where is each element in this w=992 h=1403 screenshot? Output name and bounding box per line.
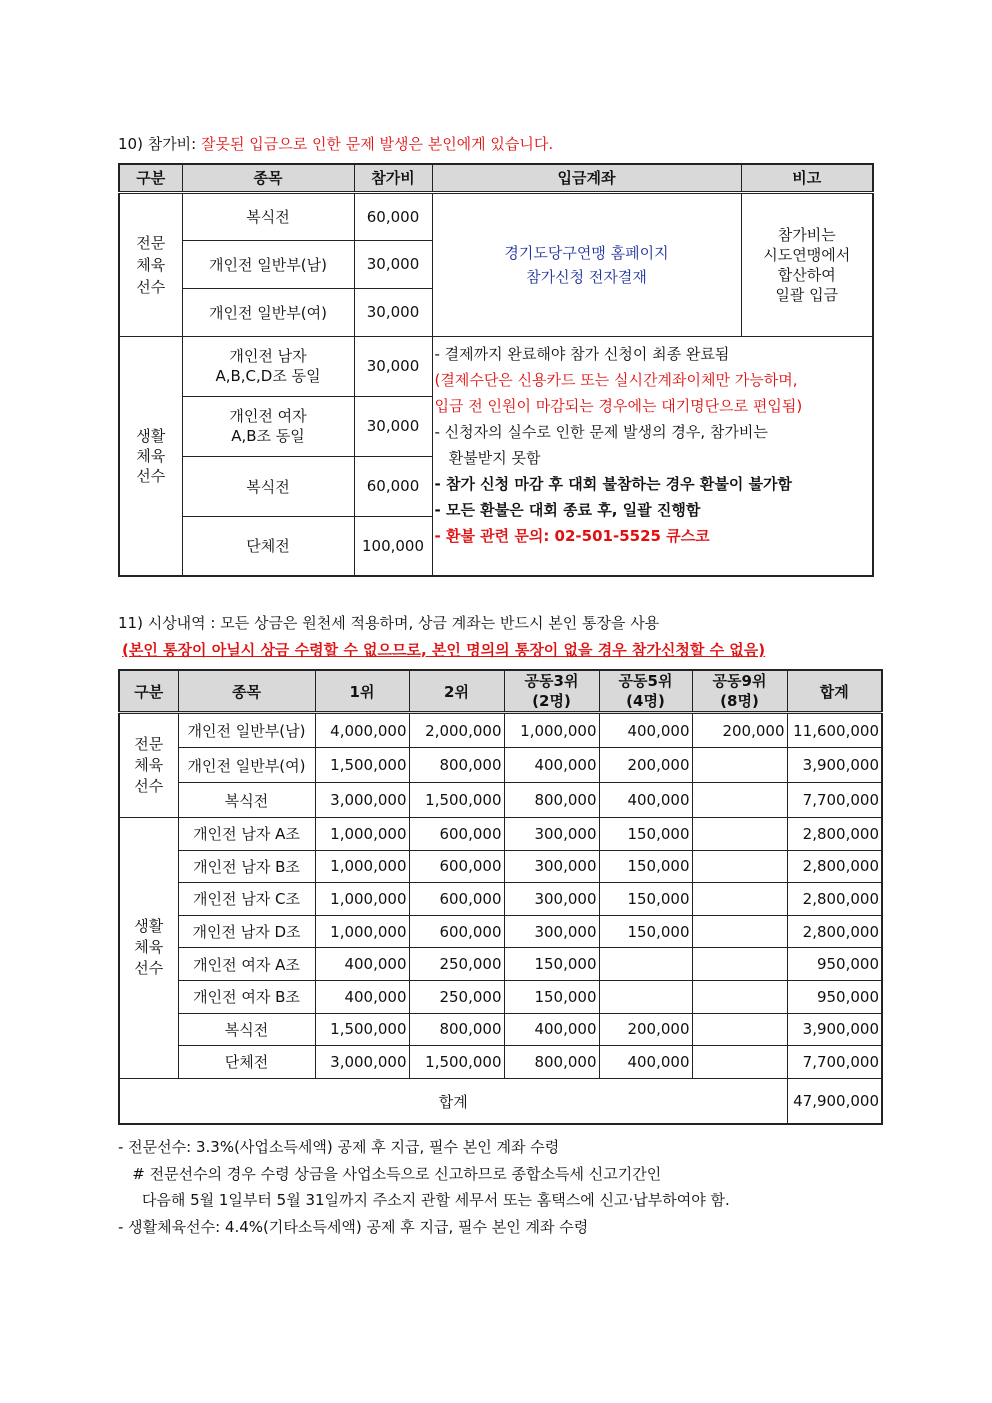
prize-event-cell: 개인전 여자 A조 (178, 948, 315, 981)
prize-group-cell: 전문 체육 선수 (119, 713, 178, 818)
note-line: - 결제까지 완료해야 참가 신청이 최종 완료됨 (434, 344, 730, 363)
prize-sum-cell: 2,800,000 (787, 850, 882, 883)
prize-amount-cell: 1,500,000 (315, 1013, 409, 1046)
prize-header-cell: 종목 (178, 670, 315, 713)
prize-group-cell: 생활 체육 선수 (119, 818, 178, 1079)
fee-pro-group: 전문 체육 선수 (119, 192, 182, 336)
prize-amount-cell: 3,000,000 (315, 783, 409, 818)
prize-amount-cell: 1,500,000 (409, 1046, 504, 1079)
prize-amount-cell: 1,000,000 (504, 713, 599, 748)
prize-amount-cell: 600,000 (409, 915, 504, 948)
prize-event-cell: 단체전 (178, 1046, 315, 1079)
fee-event-cell: 개인전 남자 A,B,C,D조 동일 (182, 336, 354, 396)
prize-sum-cell: 3,900,000 (787, 748, 882, 783)
prize-amount-cell: 150,000 (599, 883, 692, 916)
fee-event-cell: 개인전 여자 A,B조 동일 (182, 396, 354, 456)
prize-amount-cell: 800,000 (409, 1013, 504, 1046)
prize-amount-cell: 600,000 (409, 818, 504, 851)
prize-amount-cell: 150,000 (599, 915, 692, 948)
prize-sum-cell: 2,800,000 (787, 818, 882, 851)
prize-amount-cell: 200,000 (599, 748, 692, 783)
prize-event-cell: 개인전 일반부(남) (178, 713, 315, 748)
prize-amount-cell: 400,000 (504, 1013, 599, 1046)
prize-header-cell: 1위 (315, 670, 409, 713)
prize-amount-cell: 200,000 (599, 1013, 692, 1046)
fee-remark: 참가비는 시도연맹에서 합산하여 일괄 입금 (741, 192, 873, 336)
prize-amount-cell: 300,000 (504, 818, 599, 851)
fee-amount-cell: 30,000 (354, 396, 432, 456)
fee-amount-cell: 60,000 (354, 192, 432, 240)
fee-header-account: 입금계좌 (432, 164, 741, 192)
prize-total-label: 합계 (119, 1078, 787, 1124)
prize-amount-cell: 1,000,000 (315, 883, 409, 916)
fee-table (118, 163, 874, 577)
fee-heading-label: 10) 참가비: (118, 135, 201, 153)
fee-amount-cell: 100,000 (354, 516, 432, 576)
note-line: - 신청자의 실수로 인한 문제 발생의 경우, 참가비는 (434, 422, 768, 441)
prize-event-cell: 복식전 (178, 1013, 315, 1046)
prize-amount-cell: 1,000,000 (315, 818, 409, 851)
prize-header-cell: 합계 (787, 670, 882, 713)
prize-warning: (본인 통장이 아닐시 상금 수령할 수 없으므로, 본인 명의의 통장이 없을 경우 참가신청할 수 없음) (122, 641, 766, 659)
prize-amount-cell: 300,000 (504, 915, 599, 948)
fee-heading (118, 133, 553, 154)
fee-amount-cell: 60,000 (354, 456, 432, 516)
prize-amount-cell: 600,000 (409, 850, 504, 883)
prize-heading: 11) 시상내역 : 모든 상금은 원천세 적용하며, 상금 계좌는 반드시 본인 통장을 사용 (118, 614, 660, 632)
prize-amount-cell: 800,000 (504, 1046, 599, 1079)
prize-amount-cell: 300,000 (504, 883, 599, 916)
fee-event-cell: 복식전 (182, 456, 354, 516)
fee-event-cell: 개인전 일반부(남) (182, 240, 354, 288)
footnotes (118, 1134, 730, 1240)
prize-header-cell: 공동5위 (4명) (599, 670, 692, 713)
prize-sum-cell: 3,900,000 (787, 1013, 882, 1046)
fee-event-cell: 단체전 (182, 516, 354, 576)
prize-amount-cell: 150,000 (504, 980, 599, 1013)
note-line: - 모든 환불은 대회 종료 후, 일괄 진행함 (434, 500, 701, 519)
fee-amount-cell: 30,000 (354, 240, 432, 288)
prize-amount-cell: 1,000,000 (315, 850, 409, 883)
fee-amount-cell: 30,000 (354, 288, 432, 336)
prize-row (119, 883, 882, 916)
prize-amount-cell: 400,000 (504, 748, 599, 783)
footnote-line: - 전문선수: 3.3%(사업소득세액) 공제 후 지급, 필수 본인 계좌 수령 (118, 1138, 560, 1156)
prize-event-cell: 복식전 (178, 783, 315, 818)
fee-header-remark: 비고 (741, 164, 873, 192)
prize-amount-cell: 800,000 (504, 783, 599, 818)
prize-amount-cell (692, 783, 787, 818)
prize-amount-cell: 400,000 (315, 948, 409, 981)
prize-amount-cell (692, 1046, 787, 1079)
prize-header-cell: 공동9위 (8명) (692, 670, 787, 713)
prize-amount-cell: 2,000,000 (409, 713, 504, 748)
prize-amount-cell: 1,000,000 (315, 915, 409, 948)
prize-amount-cell (692, 1013, 787, 1046)
prize-amount-cell: 250,000 (409, 948, 504, 981)
prize-amount-cell: 400,000 (599, 713, 692, 748)
prize-amount-cell: 200,000 (692, 713, 787, 748)
prize-sum-cell: 2,800,000 (787, 915, 882, 948)
prize-amount-cell: 300,000 (504, 850, 599, 883)
prize-amount-cell: 800,000 (409, 748, 504, 783)
prize-table (118, 669, 883, 1125)
prize-row (119, 1046, 882, 1079)
prize-event-cell: 개인전 남자 B조 (178, 850, 315, 883)
prize-total-value: 47,900,000 (787, 1078, 882, 1124)
prize-amount-cell: 250,000 (409, 980, 504, 1013)
fee-event-cell: 개인전 일반부(여) (182, 288, 354, 336)
footnote-line: 다음해 5월 1일부터 5월 31일까지 주소지 관할 세무서 또는 홈택스에 신고·납부하여야 함. (118, 1191, 730, 1209)
fee-notes (432, 336, 873, 576)
prize-amount-cell (692, 883, 787, 916)
prize-sum-cell: 950,000 (787, 948, 882, 981)
note-line: 환불받지 못함 (434, 448, 541, 467)
fee-header-group: 구분 (119, 164, 182, 192)
prize-sum-cell: 2,800,000 (787, 883, 882, 916)
prize-amount-cell: 600,000 (409, 883, 504, 916)
prize-amount-cell (599, 980, 692, 1013)
prize-amount-cell: 400,000 (315, 980, 409, 1013)
prize-row (119, 783, 882, 818)
prize-amount-cell: 1,500,000 (315, 748, 409, 783)
note-line: (결제수단은 신용카드 또는 실시간계좌이체만 가능하며, (434, 370, 798, 389)
note-line: 입금 전 인원이 마감되는 경우에는 대기명단으로 편입됨) (434, 396, 803, 415)
note-line: - 참가 신청 마감 후 대회 불참하는 경우 환불이 불가함 (434, 474, 793, 493)
prize-row (119, 818, 882, 851)
fee-event-cell: 복식전 (182, 192, 354, 240)
prize-row (119, 948, 882, 981)
prize-amount-cell: 4,000,000 (315, 713, 409, 748)
prize-amount-cell: 400,000 (599, 783, 692, 818)
prize-header-cell: 구분 (119, 670, 178, 713)
prize-amount-cell (692, 980, 787, 1013)
prize-amount-cell (692, 850, 787, 883)
prize-event-cell: 개인전 남자 A조 (178, 818, 315, 851)
prize-amount-cell: 150,000 (599, 850, 692, 883)
prize-amount-cell: 1,500,000 (409, 783, 504, 818)
fee-header-event: 종목 (182, 164, 354, 192)
prize-sum-cell: 950,000 (787, 980, 882, 1013)
prize-row (119, 748, 882, 783)
prize-amount-cell (692, 818, 787, 851)
fee-life-group: 생활 체육 선수 (119, 336, 182, 576)
fee-account-info: 경기도당구연맹 홈페이지 참가신청 전자결재 (432, 192, 741, 336)
prize-row (119, 980, 882, 1013)
prize-row (119, 915, 882, 948)
prize-amount-cell: 3,000,000 (315, 1046, 409, 1079)
prize-row (119, 850, 882, 883)
prize-amount-cell (692, 948, 787, 981)
prize-amount-cell: 150,000 (599, 818, 692, 851)
prize-amount-cell: 150,000 (504, 948, 599, 981)
prize-event-cell: 개인전 남자 C조 (178, 883, 315, 916)
prize-sum-cell: 7,700,000 (787, 783, 882, 818)
prize-header-cell: 2위 (409, 670, 504, 713)
prize-event-cell: 개인전 여자 B조 (178, 980, 315, 1013)
prize-amount-cell (599, 948, 692, 981)
prize-row (119, 1013, 882, 1046)
prize-event-cell: 개인전 남자 D조 (178, 915, 315, 948)
footnote-line: - 생활체육선수: 4.4%(기타소득세액) 공제 후 지급, 필수 본인 계좌 수령 (118, 1217, 589, 1236)
prize-amount-cell (692, 748, 787, 783)
note-line: - 환불 관련 문의: 02-501-5525 큐스코 (434, 526, 710, 545)
prize-sum-cell: 11,600,000 (787, 713, 882, 748)
fee-header-fee: 참가비 (354, 164, 432, 192)
footnote-line: # 전문선수의 경우 수령 상금을 사업소득으로 신고하므로 종합소득세 신고기간인 (118, 1164, 662, 1183)
prize-amount-cell (692, 915, 787, 948)
fee-heading-warning: 잘못된 입금으로 인한 문제 발생은 본인에게 있습니다. (201, 135, 554, 153)
prize-event-cell: 개인전 일반부(여) (178, 748, 315, 783)
prize-header-cell: 공동3위 (2명) (504, 670, 599, 713)
fee-amount-cell: 30,000 (354, 336, 432, 396)
prize-amount-cell: 400,000 (599, 1046, 692, 1079)
prize-row (119, 713, 882, 748)
prize-sum-cell: 7,700,000 (787, 1046, 882, 1079)
